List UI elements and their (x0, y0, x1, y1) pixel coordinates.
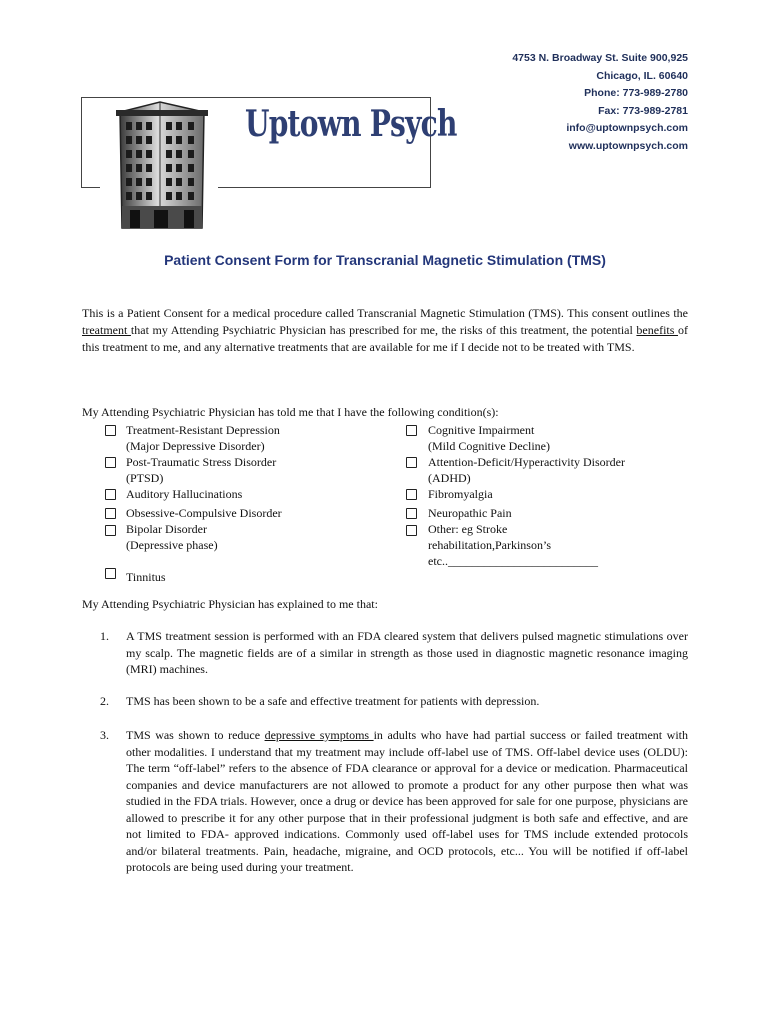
brand-name: Uptown Psych (245, 103, 457, 145)
intro-paragraph (82, 305, 688, 356)
condition-cognitive-impairment (428, 422, 550, 454)
intro-treatment: treatment (82, 323, 131, 337)
fax: Fax: 773-989-2781 (598, 104, 688, 117)
condition-ptsd (126, 454, 276, 486)
item-3-text-b: in adults who have had partial success or failed treatment with other modalities. I understand that my treatment may include off-label use of TMS. Off-label device uses (OLDU): The term “off-label” refers to the absence of FDA clearance or approval for a device or medication. Pharmaceutical companies and device manufacturers are not allowed to promote a product for any other purpose then what was studied in the FDA trials. However, once a drug or device has been approved for sale for one purpose, physicians are allowed to prescribe it for any other purpose that in their professional judgment is both safe and effective, and are not limited to FDA- approved indications. Commonly used off-label uses for TMS include extended protocols and/or bilateral treatments. Pain, headache, migraine, and OCD protocols, etc... You will be notified if off-label protocols are being used during your treatment. (126, 728, 688, 874)
checkbox-tinnitus[interactable] (105, 568, 116, 579)
condition-trd-label: Treatment-Resistant Depression (126, 423, 280, 437)
item-text-2: TMS has been shown to be a safe and effective treatment for patients with depression. (126, 694, 540, 708)
condition-ptsd-sub: (PTSD) (126, 471, 164, 485)
condition-bipolar-sub: (Depressive phase) (126, 538, 218, 552)
condition-other-line2: rehabilitation,Parkinson’s (428, 538, 551, 552)
building-logo-icon (102, 100, 218, 230)
condition-other (428, 521, 598, 569)
condition-trd (126, 422, 280, 454)
item-text-1: A TMS treatment session is performed with an FDA cleared system that delivers pulsed magnetic stimulations over my scalp. The magnetic fields are of a similar in strength as those used in diagnostic magnetic resonance imaging (MRI) machines. (126, 629, 688, 676)
checkbox-adhd[interactable] (406, 457, 417, 468)
condition-adhd-sub: (ADHD) (428, 471, 471, 485)
item-number-1: 1. (100, 629, 109, 643)
item-number-2: 2. (100, 694, 109, 708)
condition-other-line3[interactable]: etc.._________________________ (428, 554, 598, 568)
condition-bipolar-label: Bipolar Disorder (126, 522, 207, 536)
condition-ocd: Obsessive-Compulsive Disorder (126, 506, 282, 520)
logo-frame-top (81, 97, 431, 98)
checkbox-ocd[interactable] (105, 508, 116, 519)
checkbox-other[interactable] (406, 525, 417, 536)
condition-ci-sub: (Mild Cognitive Decline) (428, 439, 550, 453)
condition-fibromyalgia: Fibromyalgia (428, 487, 493, 501)
city: Chicago, IL. 60640 (596, 69, 688, 82)
list-item-1 (82, 628, 688, 678)
logo-frame-bottom-right (218, 187, 431, 188)
checkbox-fibromyalgia[interactable] (406, 489, 417, 500)
checkbox-bipolar[interactable] (105, 525, 116, 536)
address: 4753 N. Broadway St. Suite 900,925 (512, 52, 688, 64)
condition-auditory-hallucinations: Auditory Hallucinations (126, 487, 243, 501)
condition-ci-label: Cognitive Impairment (428, 423, 535, 437)
condition-adhd-label: Attention-Deficit/Hyperactivity Disorder (428, 455, 625, 469)
contact-info (512, 50, 688, 155)
conditions-intro: My Attending Psychiatric Physician has told me that I have the following condition(s): (82, 405, 499, 419)
checkbox-auditory-hallucinations[interactable] (105, 489, 116, 500)
intro-benefits: benefits (636, 323, 679, 337)
checkbox-ptsd[interactable] (105, 457, 116, 468)
intro-text-2: that my Attending Psychiatric Physician has prescribed for me, the risks of this treatment, the potential (130, 323, 637, 337)
item-3-depressive-symptoms: depressive symptoms (264, 728, 374, 742)
condition-adhd (428, 454, 625, 486)
condition-tinnitus: Tinnitus (126, 570, 166, 584)
email: info@uptownpsych.com (566, 122, 688, 134)
condition-bipolar (126, 521, 218, 553)
website: www.uptownpsych.com (568, 139, 688, 152)
checkbox-trd[interactable] (105, 425, 116, 436)
list-item-2 (82, 693, 688, 710)
intro-text-1: This is a Patient Consent for a medical procedure called Transcranial Magnetic Stimulation (TMS). This consent outlines the (82, 306, 688, 320)
item-text-3 (126, 727, 688, 876)
item-number-3: 3. (100, 728, 109, 742)
explained-intro: My Attending Psychiatric Physician has explained to me that: (82, 597, 378, 611)
list-item-3 (82, 727, 688, 876)
condition-other-label: Other: eg Stroke (428, 522, 508, 536)
condition-ptsd-label: Post-Traumatic Stress Disorder (126, 455, 277, 469)
page-title: Patient Consent Form for Transcranial Magnetic Stimulation (TMS) (164, 252, 606, 268)
condition-neuropathic-pain: Neuropathic Pain (428, 506, 512, 520)
phone: Phone: 773-989-2780 (584, 87, 688, 99)
item-3-text-a: TMS was shown to reduce (126, 728, 265, 742)
logo-frame-left (81, 97, 82, 187)
condition-trd-sub: (Major Depressive Disorder) (126, 439, 265, 453)
checkbox-cognitive-impairment[interactable] (406, 425, 417, 436)
intro-text-3: of this treatment to me, and any alternative treatments that are available for me if I decide not to be treated with TMS. (82, 323, 689, 354)
logo-frame-bottom-left (81, 187, 100, 188)
checkbox-neuropathic-pain[interactable] (406, 508, 417, 519)
